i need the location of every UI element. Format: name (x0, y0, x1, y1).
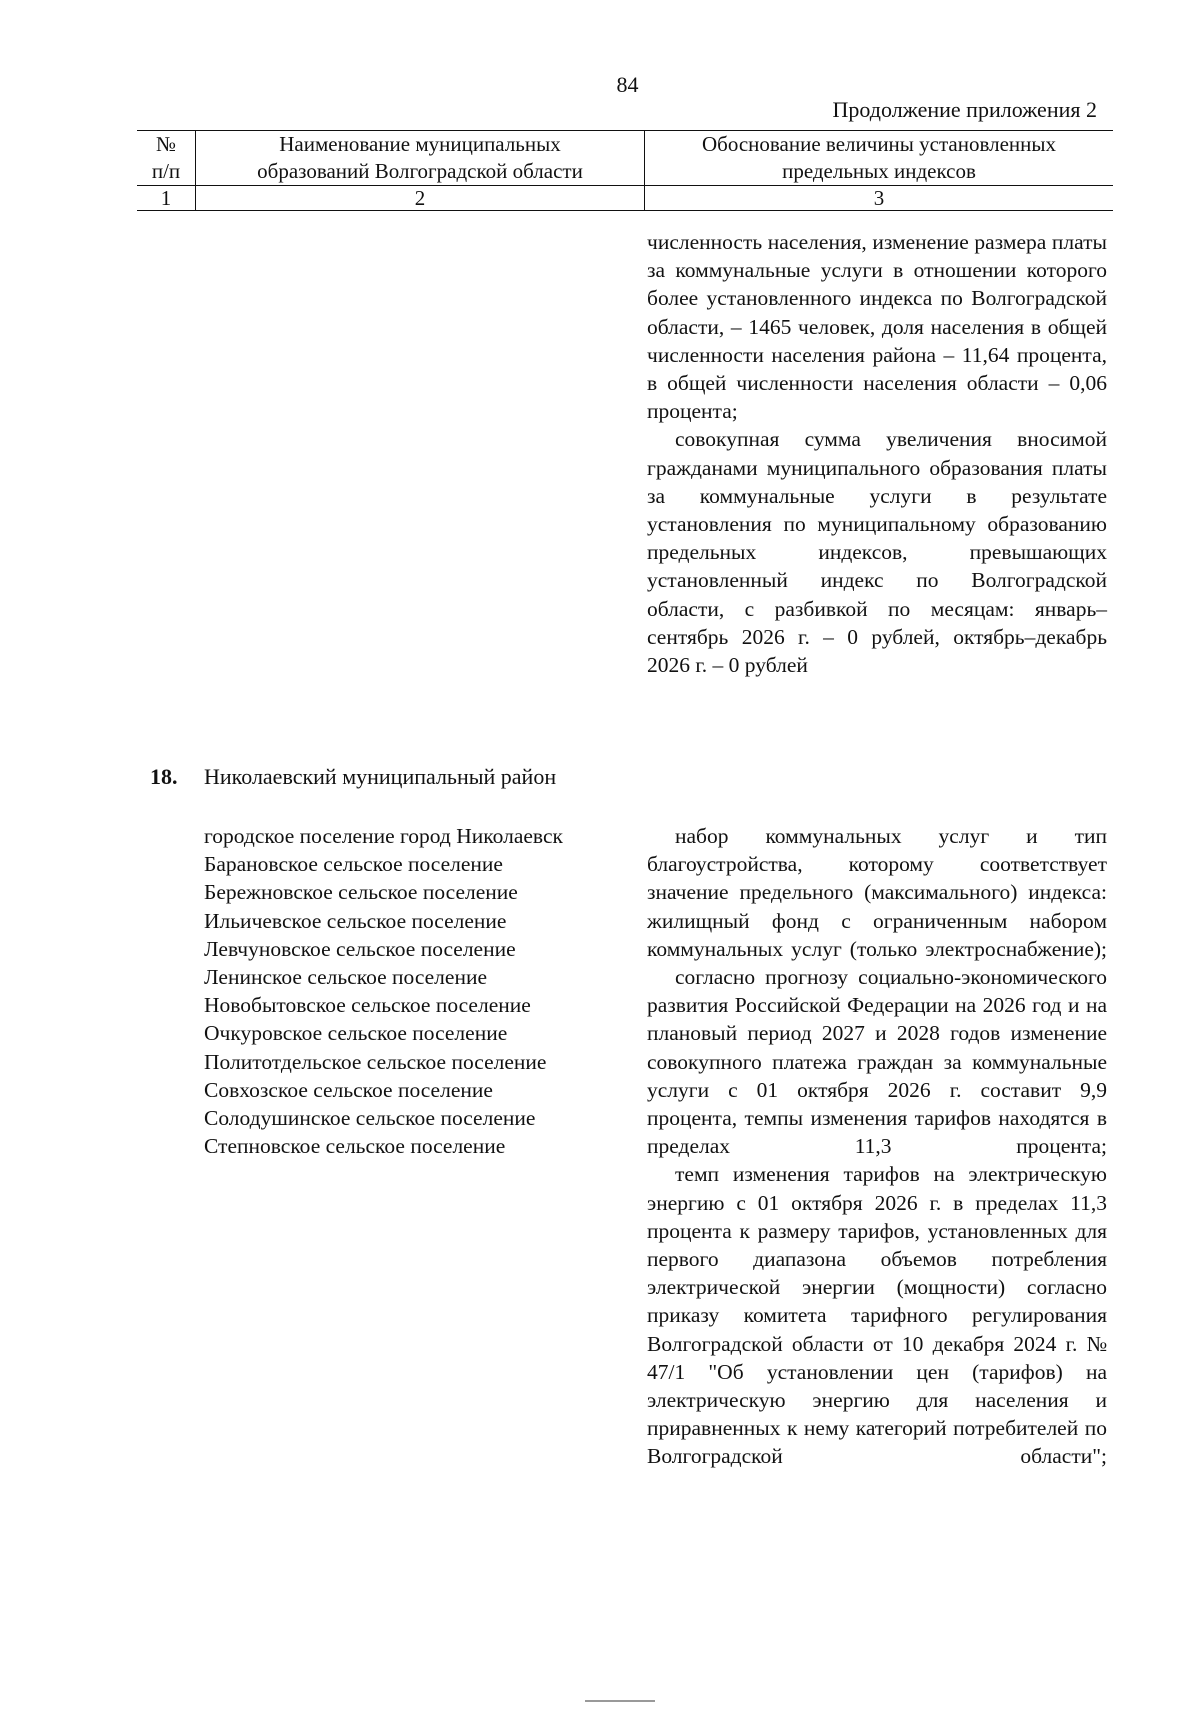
top-basis-block (647, 228, 1107, 679)
list-item: Солодушинское сельское поселение (204, 1106, 536, 1131)
col-number-header (137, 131, 196, 186)
row-18-basis-paragraph-2: согласно прогнозу социально-экономического развития Российской Федерации на 2026 год и на плановый период 2027 и 2028 годов изменение совокупного платежа граждан за коммунальные услуги с 01 октября 2026 г. составит 9,9 процента, темпы изменения тарифов находятся в пределах 11,3 процента; (647, 965, 1107, 1159)
row-18-basis-block (647, 822, 1107, 1471)
row-18-basis-paragraph-3: темп изменения тарифов на электрическую энергию с 01 октября 2026 г. в пределах 11,3 процента к размеру тарифов, установленных для первого диапазона объемов потребления электрической энергии (мощности) согласно приказу комитета тарифного регулирования Волгоградской области от 10 декабря 2024 г. № 47/1 "Об установлении цен (тарифов) на электрическую энергию для населения и приравненных к нему категорий потребителей по Волгоградской области"; (647, 1162, 1107, 1469)
top-basis-paragraph-2: совокупная сумма увеличения вносимой гражданами муниципального образования платы за коммунальные услуги в результате установления по муниципальному образованию предельных индексов, превышающих установленный индекс по Волгоградской области, с разбивкой по месяцам: январь–сентябрь 2026 г. – 0 рублей, октябрь–декабрь 2026 г. – 0 рублей (647, 427, 1107, 678)
col-num-2: 2 (196, 186, 645, 211)
col-basis-line1: Обоснование величины установленных (701, 132, 1056, 156)
col-num-1: 1 (137, 186, 196, 211)
column-numbers-row (137, 186, 1113, 211)
row-18-number: 18. (150, 764, 178, 789)
list-item: Левчуновское сельское поселение (204, 936, 516, 961)
col-name-line2: образований Волгоградской области (257, 159, 583, 183)
list-item: Политотдельское сельское поселение (204, 1049, 547, 1074)
list-item: городское поселение город Николаевск (204, 824, 563, 848)
page-number: 84 (616, 72, 639, 97)
list-item: Новобытовское сельское поселение (204, 993, 531, 1018)
col-basis-header (645, 131, 1114, 186)
list-item: Ленинское сельское поселение (204, 965, 487, 990)
footer-scan-mark (585, 1700, 655, 1702)
list-item: Совхозское сельское поселение (204, 1077, 493, 1102)
continuation-label: Продолжение приложения 2 (832, 97, 1097, 122)
top-basis-paragraph-1: численность населения, изменение размера платы за коммунальные услуги в отношении которого более установленного индекса по Волгоградской области, – 1465 человек, доля населения в общей численности населения района – 11,64 процента, в общей численности населения области – 0,06 процента; (647, 230, 1107, 424)
list-item: Ильичевское сельское поселение (204, 908, 507, 933)
col-basis-line2: предельных индексов (782, 159, 976, 183)
settlement-list (204, 822, 563, 1160)
row-18-title: Николаевский муниципальный район (204, 764, 557, 789)
col-num-3: 3 (645, 186, 1114, 211)
list-item: Барановское сельское поселение (204, 852, 503, 877)
col-name-line1: Наименование муниципальных (279, 132, 561, 156)
col-number-line1: № (155, 132, 177, 156)
list-item: Степновское сельское поселение (204, 1134, 506, 1159)
table-header (137, 130, 1113, 211)
header-row (137, 131, 1113, 186)
col-number-line2: п/п (151, 159, 181, 183)
list-item: Бережновское сельское поселение (204, 880, 518, 905)
row-18-basis-paragraph-1: набор коммунальных услуг и тип благоустройства, которому соответствует значение предельного (максимального) индекса: жилищный фонд с ограниченным набором коммунальных услуг (только электроснабжение); (647, 824, 1107, 961)
list-item: Очкуровское сельское поселение (204, 1021, 508, 1046)
col-name-header (196, 131, 645, 186)
